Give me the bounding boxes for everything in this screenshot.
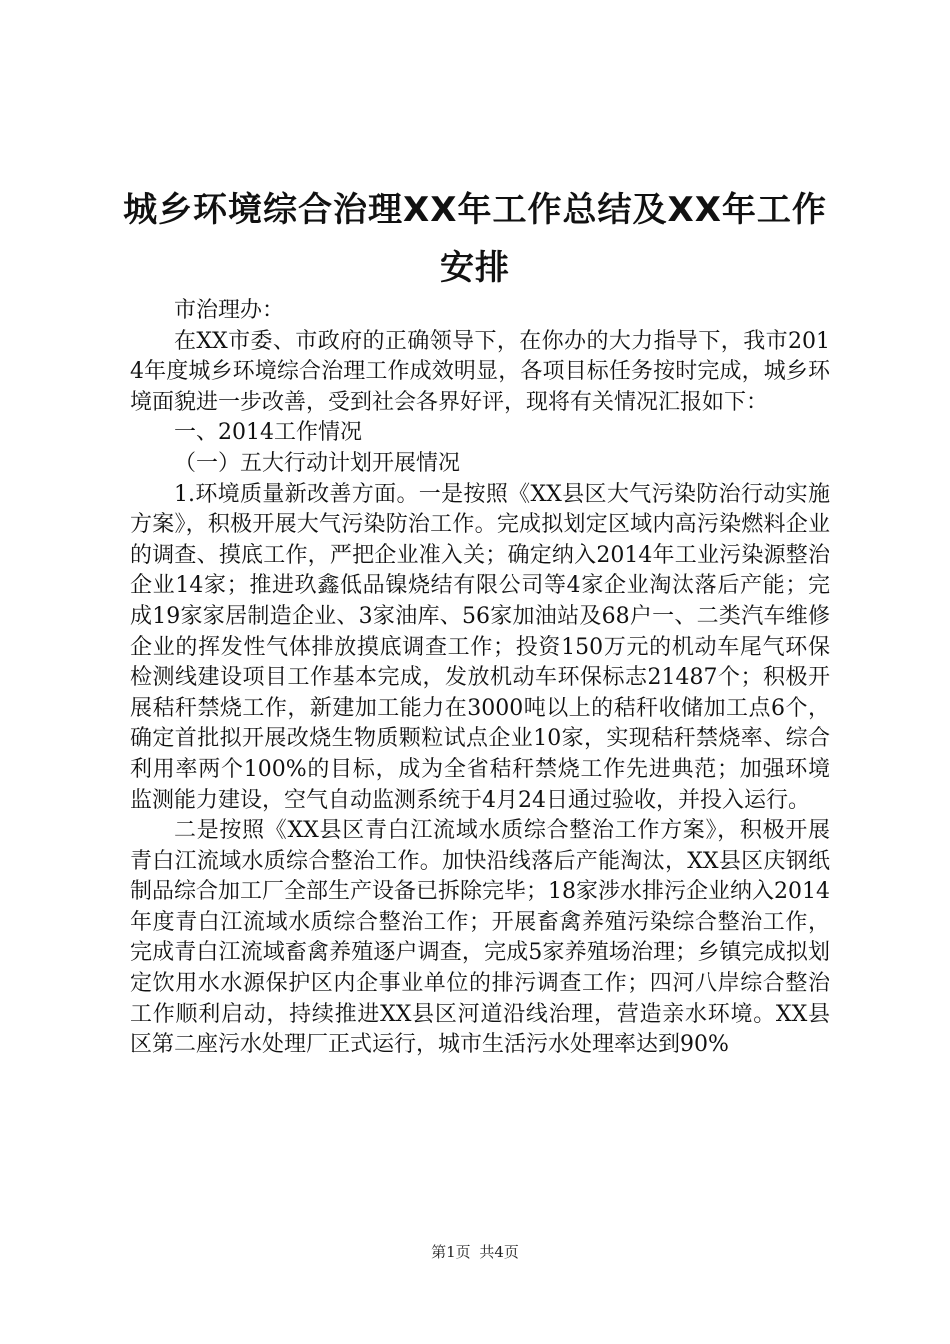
salutation: 市治理办： <box>174 298 285 323</box>
page-number: 第1页 <box>431 1243 471 1261</box>
page-total: 共4页 <box>479 1243 519 1261</box>
body-paragraph: 1.环境质量新改善方面。一是按照《XX县区大气污染防治行动实施方案》，积极开展大气污染防治工作。完成拟划定区域内高污染燃料企业的调查、摸底工作，严把企业准入关；确定纳入2014年工业污染源整治企业14家；推进玖鑫低品镍烧结有限公司等4家企业淘汰落后产能；完成19家家居制造企业、3家油库、56家加油站及68户一、二类汽车维修企业的挥发性气体排放摸底调查工作；投资150万元的机动车尾气环保检测线建设项目工作基本完成，发放机动车环保标志21487个；积极开展秸秆禁烧工作，新建加工能力在3000吨以上的秸秆收储加工点6个，确定首批拟开展改烧生物质颗粒试点企业10家，实现秸秆禁烧率、综合利用率两个100%的目标，成为全省秸秆禁烧工作先进典范；加强环境监测能力建设，空气自动监测系统于4月24日通过验收，并投入运行。 <box>130 481 830 813</box>
document-body <box>130 296 830 1061</box>
page-footer <box>0 1241 950 1262</box>
subsection-heading: （一）五大行动计划开展情况 <box>174 450 461 476</box>
document-title-line-2: 安排 <box>440 248 510 288</box>
body-paragraph: 二是按照《XX县区青白江流域水质综合整治工作方案》，积极开展青白江流域水质综合整治工作。加快沿线落后产能淘汰，XX县区庆钢纸制品综合加工厂全部生产设备已拆除完毕；18家涉水排污企业纳入2014年度青白江流域水质综合整治工作；开展畜禽养殖污染综合整治工作，完成青白江流域畜禽养殖逐户调查，完成5家养殖场治理；乡镇完成拟划定饮用水水源保护区内企事业单位的排污调查工作；四河八岸综合整治工作顺利启动，持续推进XX县区河道沿线治理，营造亲水环境。XX县区第二座污水处理厂正式运行，城市生活污水处理率达到90% <box>130 818 830 1058</box>
intro-paragraph: 在XX市委、市政府的正确领导下，在你办的大力指导下，我市2014年度城乡环境综合治理工作成效明显，各项目标任务按时完成，城乡环境面貌进一步改善，受到社会各界好评，现将有关情况汇报如下： <box>130 328 830 415</box>
section-heading: 一、2014工作情况 <box>174 420 362 446</box>
document-title-line-1: 城乡环境综合治理XX年工作总结及XX年工作 <box>123 190 827 230</box>
